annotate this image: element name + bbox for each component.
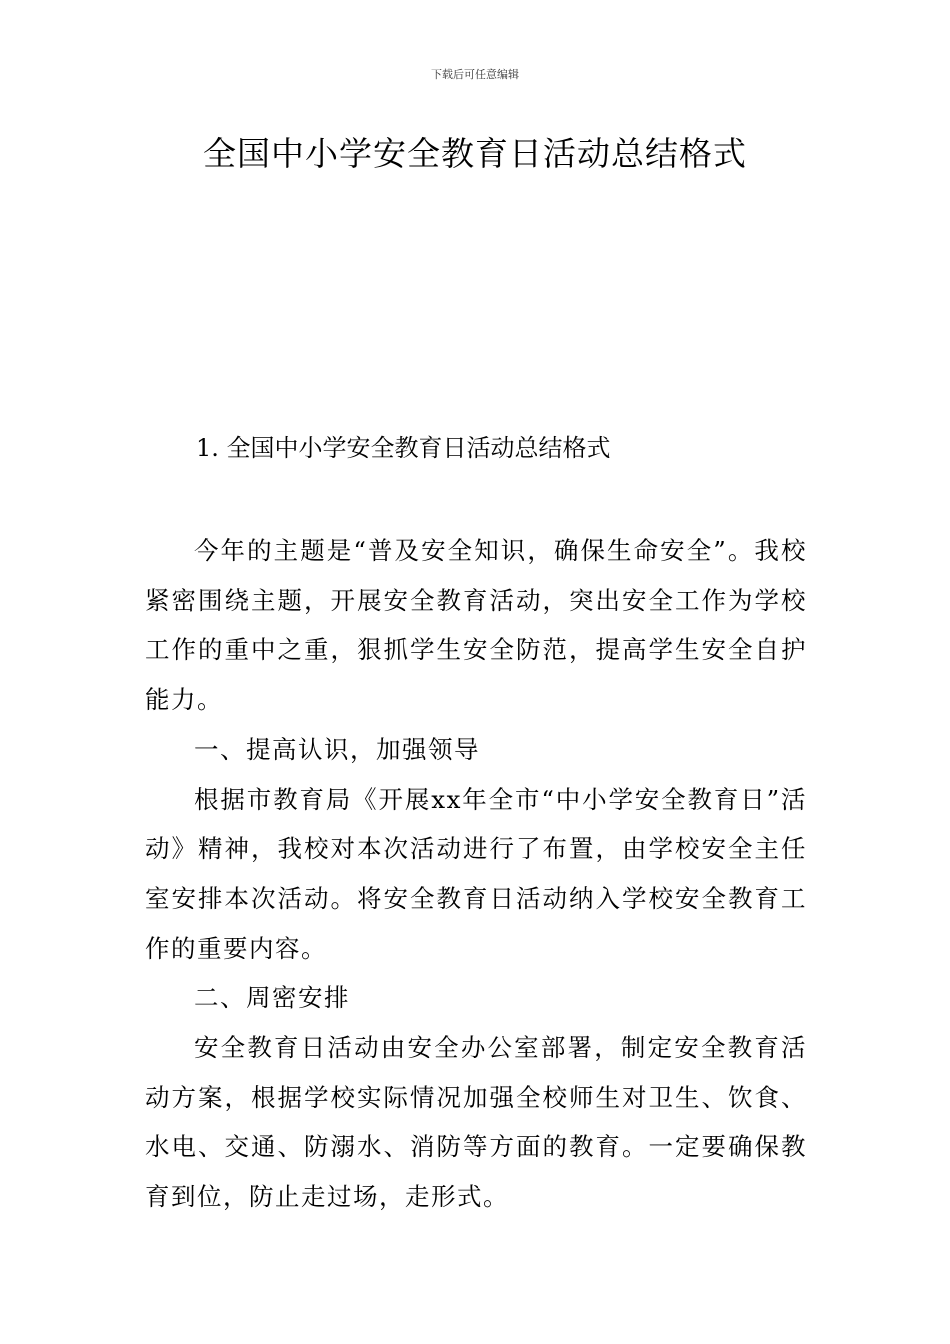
section-heading: 1. 全国中小学安全教育日活动总结格式 [196,434,611,462]
arrangement-paragraph: 安全教育日活动由安全办公室部署，制定安全教育活动方案，根据学校实际情况加强全校师生对卫生、饮食、水电、交通、防溺水、消防等方面的教育。一定要确保教育到位，防止走过场，走形式。 [145,1033,807,1212]
subheading-arrangement: 二、周密安排 [194,983,350,1013]
document-title: 全国中小学安全教育日活动总结格式 [203,134,747,173]
leadership-paragraph: 根据市教育局《开展xx年全市“中小学安全教育日”活动》精神，我校对本次活动进行了布置，由学校安全主任室安排本次活动。将安全教育日活动纳入学校安全教育工作的重要内容。 [145,784,807,963]
document-body [145,526,807,1222]
header-note: 下载后可任意编辑 [431,68,519,81]
intro-paragraph: 今年的主题是“普及安全知识，确保生命安全”。我校紧密围绕主题，开展安全教育活动，突出安全工作为学校工作的重中之重，狠抓学生安全防范，提高学生安全自护能力。 [145,536,807,715]
subheading-leadership: 一、提高认识，加强领导 [194,734,480,764]
